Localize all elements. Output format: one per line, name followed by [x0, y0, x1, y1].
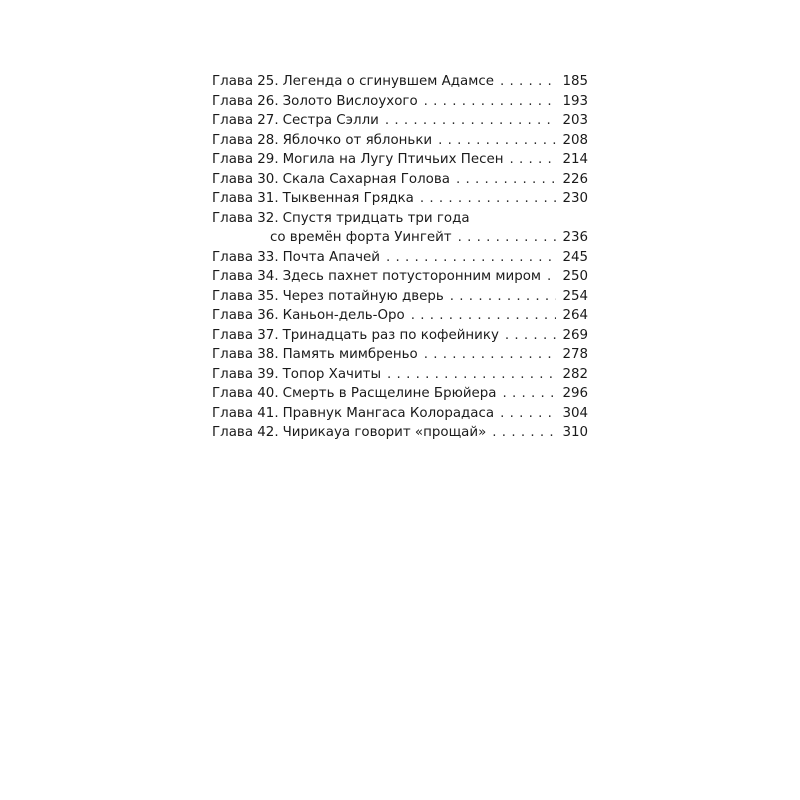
chapter-number: Глава 33.	[212, 249, 279, 265]
page-number: 254	[562, 288, 588, 304]
chapter-number: Глава 30.	[212, 171, 279, 187]
chapter-title: Чирикауа говорит «прощай»	[282, 425, 487, 440]
dot-leader	[386, 248, 556, 268]
dot-leader	[385, 111, 556, 131]
dot-leader	[500, 404, 556, 424]
toc-entry	[212, 365, 588, 385]
chapter-number: Глава 42.	[212, 425, 279, 440]
page-number: 250	[562, 269, 588, 284]
chapter-number: Глава 38.	[212, 347, 279, 362]
page-number: 278	[562, 347, 588, 362]
chapter-title: Память мимбреньо	[282, 347, 418, 362]
dot-leader	[547, 267, 556, 287]
page-number: 203	[562, 113, 588, 128]
toc-entry	[212, 131, 588, 151]
chapter-number: Глава 35.	[212, 288, 279, 304]
page-number: 296	[562, 386, 588, 401]
dot-leader	[456, 170, 556, 190]
chapter-title: Сестра Сэлли	[282, 113, 379, 128]
chapter-title: Скала Сахарная Голова	[282, 171, 450, 187]
toc-entry	[212, 287, 588, 307]
chapter-number: Глава 27.	[212, 113, 279, 128]
chapter-title: Спустя тридцать три года	[282, 210, 470, 226]
page-number: 282	[562, 366, 588, 382]
chapter-number: Глава 31.	[212, 191, 279, 206]
chapter-number: Глава 36.	[212, 308, 279, 323]
chapter-title: Яблочко от яблоньки	[282, 132, 433, 148]
toc-entry	[212, 111, 588, 131]
dot-leader	[500, 72, 556, 92]
page-number: 304	[562, 405, 588, 421]
toc-entry	[212, 267, 588, 287]
chapter-title: Каньон-дель-Оро	[282, 308, 405, 323]
dot-leader	[420, 189, 556, 209]
toc-entry	[212, 423, 588, 443]
chapter-number: Глава 29.	[212, 152, 279, 167]
chapter-number: Глава 34.	[212, 269, 279, 284]
chapter-number: Глава 28.	[212, 132, 279, 148]
chapter-number: Глава 25.	[212, 74, 279, 89]
chapter-title: Почта Апачей	[282, 249, 381, 265]
dot-leader	[424, 345, 556, 365]
chapter-title: Тыквенная Грядка	[282, 191, 414, 206]
chapter-title: Золото Вислоухого	[282, 93, 418, 109]
chapter-number: Глава 41.	[212, 405, 279, 421]
page-number: 236	[562, 230, 588, 245]
toc-entry	[212, 306, 588, 326]
chapter-number: Глава 39.	[212, 366, 279, 382]
dot-leader	[424, 92, 556, 112]
dot-leader	[458, 228, 556, 248]
page-number: 245	[562, 249, 588, 265]
dot-leader	[492, 423, 556, 443]
page-number: 230	[562, 191, 588, 206]
dot-leader	[438, 131, 556, 151]
chapter-title-continued: со времён форта Уингейт	[270, 230, 452, 245]
page-number: 185	[562, 74, 588, 89]
chapter-title: Тринадцать раз по кофейнику	[282, 327, 499, 343]
chapter-number: Глава 37.	[212, 327, 279, 343]
toc-entry	[212, 170, 588, 190]
page-number: 208	[562, 132, 588, 148]
page-number: 214	[562, 152, 588, 167]
chapter-title: Могила на Лугу Птичьих Песен	[282, 152, 504, 167]
chapter-title: Смерть в Расщелине Брюйера	[282, 386, 497, 401]
chapter-number: Глава 40.	[212, 386, 279, 401]
chapter-title: Через потайную дверь	[282, 288, 444, 304]
chapter-title: Легенда о сгинувшем Адамсе	[282, 74, 494, 89]
toc-entry-continuation	[212, 228, 588, 248]
dot-leader	[411, 306, 556, 326]
table-of-contents	[212, 72, 588, 443]
dot-leader	[450, 287, 556, 307]
toc-entry	[212, 189, 588, 209]
chapter-number: Глава 32.	[212, 210, 279, 226]
chapter-number: Глава 26.	[212, 93, 279, 109]
dot-leader	[505, 326, 556, 346]
toc-entry	[212, 326, 588, 346]
chapter-title: Здесь пахнет потусторонним миром	[282, 269, 542, 284]
page-number: 226	[562, 171, 588, 187]
chapter-title: Топор Хачиты	[282, 366, 382, 382]
page-number: 310	[562, 425, 588, 440]
dot-leader	[503, 384, 557, 404]
toc-entry	[212, 72, 588, 92]
toc-entry	[212, 209, 588, 229]
toc-entry	[212, 345, 588, 365]
toc-entry	[212, 248, 588, 268]
page-number: 264	[562, 308, 588, 323]
page-number: 193	[562, 93, 588, 109]
dot-leader	[387, 365, 556, 385]
chapter-title: Правнук Мангаса Колорадаса	[282, 405, 495, 421]
page-number: 269	[562, 327, 588, 343]
toc-entry	[212, 150, 588, 170]
toc-entry	[212, 92, 588, 112]
toc-entry	[212, 384, 588, 404]
dot-leader	[509, 150, 556, 170]
toc-entry	[212, 404, 588, 424]
